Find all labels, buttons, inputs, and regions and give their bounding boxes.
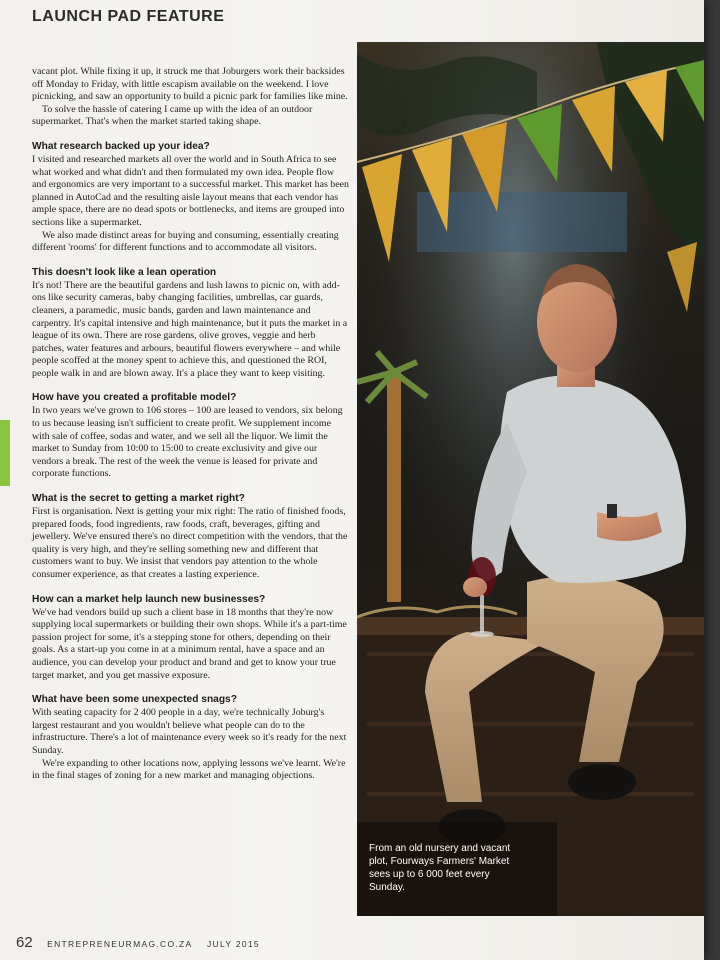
section-heading: What research backed up your idea? (32, 140, 210, 152)
issue-date: JULY 2015 (206, 939, 260, 949)
section-color-tab (0, 420, 10, 486)
intro-paragraph-2: To solve the hassle of catering I came up with the idea of an outdoor supermarket. That's when the market started taking shape. (32, 103, 313, 128)
section-paragraph: We're expanding to other locations now, applying lessons we've learnt. We're in the final stages of zoning for a new market and managing objections. (32, 757, 346, 782)
section-header: LAUNCH PAD FEATURE (32, 8, 225, 25)
section-heading: This doesn't look like a lean operation (32, 266, 217, 278)
portrait-photo (357, 42, 704, 916)
section-paragraph: With seating capacity for 2 400 people in a day, we're technically Joburg's largest restaurant and you wouldn't believe what people can do to the infrastructure. There's a lot of maintenance every week so it's ready for the next Sunday. (32, 707, 347, 756)
section-paragraph: In two years we've grown to 106 stores – 100 are leased to vendors, six belong to us because leasing isn't sufficient to create profit. We supplement income with sale of coffee, sodas and water, and we sell all the liquor. We limit the market to Sunday from 10:00 to 15:00 to create exclusivity and give our vendors a break. The rest of the week the venue is leased for private and corporate functions. (32, 405, 343, 480)
section-paragraph: I visited and researched markets all over the world and in South Africa to see what worked and what didn't and then formulated my own idea. People flow and ergonomics are very important to a successful market. This market has been planned in AutoCad and the resulting aisle layout means that each vendor has ample space, there are no dead spots or bottlenecks, and items are grouped into sections like a supermarket. (32, 153, 349, 228)
man-shoe (568, 764, 636, 800)
wine-glass-base (470, 631, 494, 637)
section-heading: What is the secret to getting a market right? (32, 493, 245, 505)
watch (607, 504, 617, 518)
intro-paragraph-1: vacant plot. While fixing it up, it struck me that Joburgers work their backsides off Monday to Friday, with little escapism available on the weekend. I love picnicking, and saw an opportunity to build a picnic park for families like mine. (32, 66, 348, 103)
photo-caption: From an old nursery and vacant plot, Fourways Farmers' Market sees up to 6 000 feet every Sunday. (369, 843, 511, 893)
section-paragraph: We've had vendors build up such a client base in 18 months that they're now supplying local supermarkets or building their own shops. While it's a part-time passion project for some, it's a stepping stone for others, depending on their goals. As a start-up you come in at a minimum rental, have a space and an audience, you can develop your product and brand and get to know your true target market, and you get massive exposure. (32, 606, 347, 681)
palm-trunk (387, 372, 401, 602)
magazine-url: ENTREPRENEURMAG.CO.ZA (47, 939, 193, 949)
section-paragraph: First is organisation. Next is getting your mix right: The ratio of finished foods, prepared foods, food ingredients, raw foods, craft, beverages, gifting and jewellery. We've ensured there's no direct competition with the vendors, that the quality is very high, and they're selling something new and different that customers want to buy. We insist that vendors pay attention to the whole consumer experience, as that creates a lasting experience. (32, 506, 348, 580)
article-body (32, 66, 350, 783)
section-heading: How can a market help launch new businesses? (32, 593, 266, 605)
section-paragraph: We also made distinct areas for buying and consuming, essentially creating different 'rooms' for different functions and to accommodate all visitors. (32, 229, 339, 254)
wine-glass-stem (480, 595, 484, 633)
section-heading: What have been some unexpected snags? (32, 694, 237, 706)
photo-illustration (357, 42, 704, 916)
man-hand (463, 577, 487, 597)
page-number: 62 (16, 934, 33, 951)
section-paragraph: It's not! There are the beautiful gardens and lush lawns to picnic on, with add-ons like security cameras, baby changing facilities, umbrellas, car guards, cleaners, a paramedic, music bands, garden and lawn maintenance and carpentry. It's capital intensive and high maintenance, but it puts the market in a league of its own. There are rose gardens, olive groves, veggie and herb patches, water features and arbours, beautiful flowers everywhere – and while people scoffed at the money spent to achieve this, and questioned the ROI, people walk in and are blown away. It's a place they want to keep visiting. (32, 279, 348, 379)
bench-slat (367, 792, 694, 796)
section-heading: How have you created a profitable model? (32, 392, 237, 404)
bench-slat (367, 722, 694, 726)
page-footer (16, 934, 260, 952)
